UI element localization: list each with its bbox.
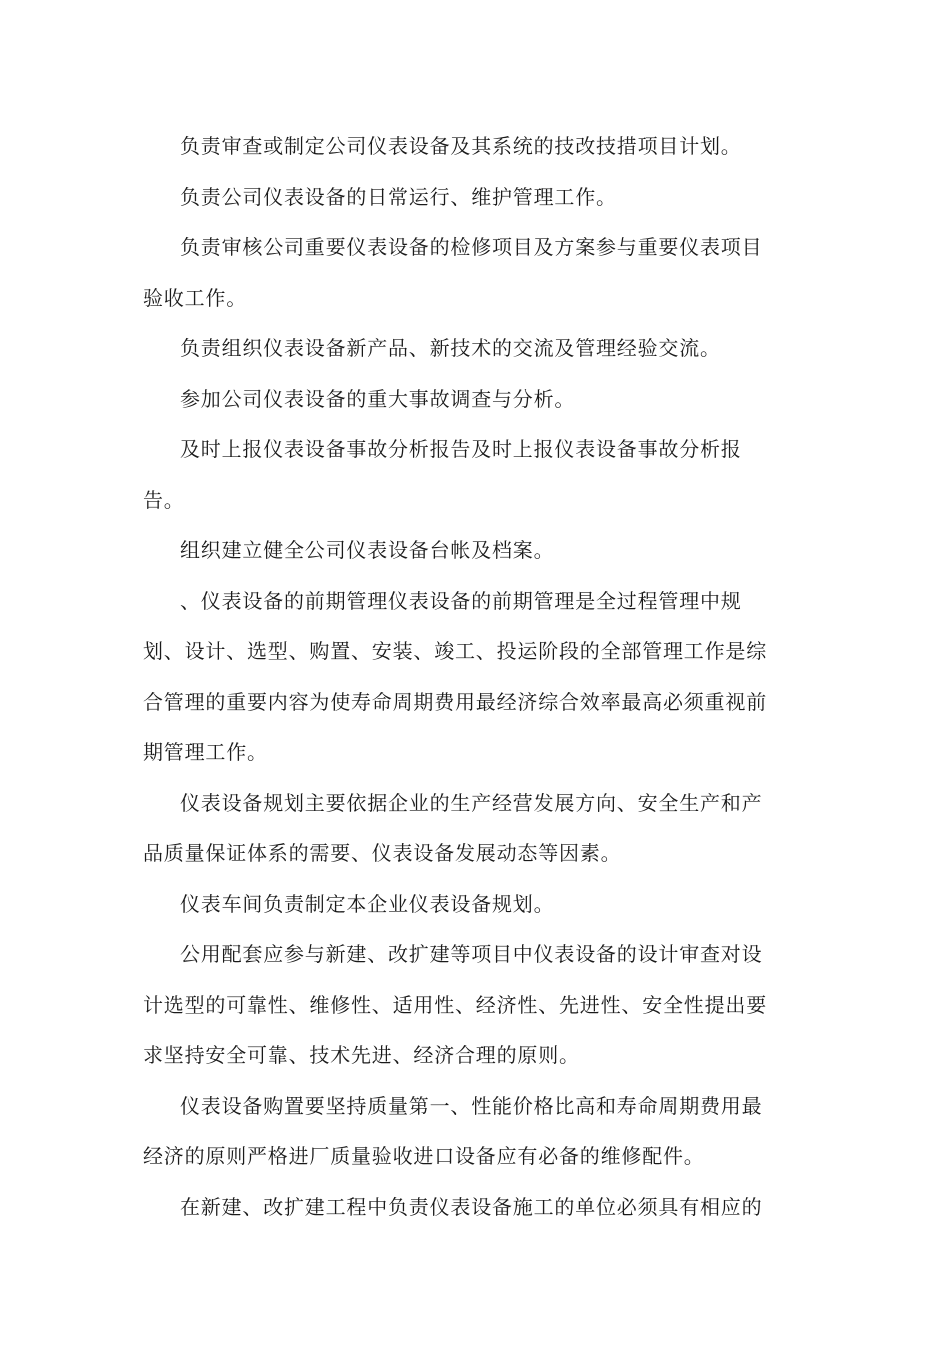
- paragraph: 、仪表设备的前期管理仪表设备的前期管理是全过程管理中规划、设计、选型、购置、安装、竣工、投运阶段的全部管理工作是综合管理的重要内容为使寿命周期费用最经济综合效率最高必须重视前期管理工作。: [143, 588, 767, 764]
- paragraph: 仪表车间负责制定本企业仪表设备规划。: [180, 891, 555, 916]
- paragraph: 负责审查或制定公司仪表设备及其系统的技改技措项目计划。: [180, 134, 742, 158]
- paragraph: 仪表设备规划主要依据企业的生产经营发展方向、安全生产和产品质量保证体系的需要、仪表设备发展动态等因素。: [143, 790, 763, 865]
- paragraph: 仪表设备购置要坚持质量第一、性能价格比高和寿命周期费用最经济的原则严格进厂质量验收进口设备应有必备的维修配件。: [143, 1093, 763, 1168]
- paragraph: 负责组织仪表设备新产品、新技术的交流及管理经验交流。: [180, 336, 721, 360]
- paragraph: 负责公司仪表设备的日常运行、维护管理工作。: [180, 184, 617, 209]
- paragraph: 公用配套应参与新建、改扩建等项目中仪表设备的设计审查对设计选型的可靠性、维修性、适用性、经济性、先进性、安全性提出要求坚持安全可靠、技术先进、经济合理的原则。: [143, 942, 767, 1067]
- paragraph: 参加公司仪表设备的重大事故调查与分析。: [180, 386, 576, 411]
- paragraph: 及时上报仪表设备事故分析报告及时上报仪表设备事故分析报告。: [143, 437, 742, 512]
- paragraph: 负责审核公司重要仪表设备的检修项目及方案参与重要仪表项目验收工作。: [143, 235, 763, 310]
- paragraph: 在新建、改扩建工程中负责仪表设备施工的单位必须具有相应的: [180, 1194, 763, 1219]
- paragraph: 组织建立健全公司仪表设备台帐及档案。: [180, 538, 555, 562]
- document-body: [143, 121, 783, 1232]
